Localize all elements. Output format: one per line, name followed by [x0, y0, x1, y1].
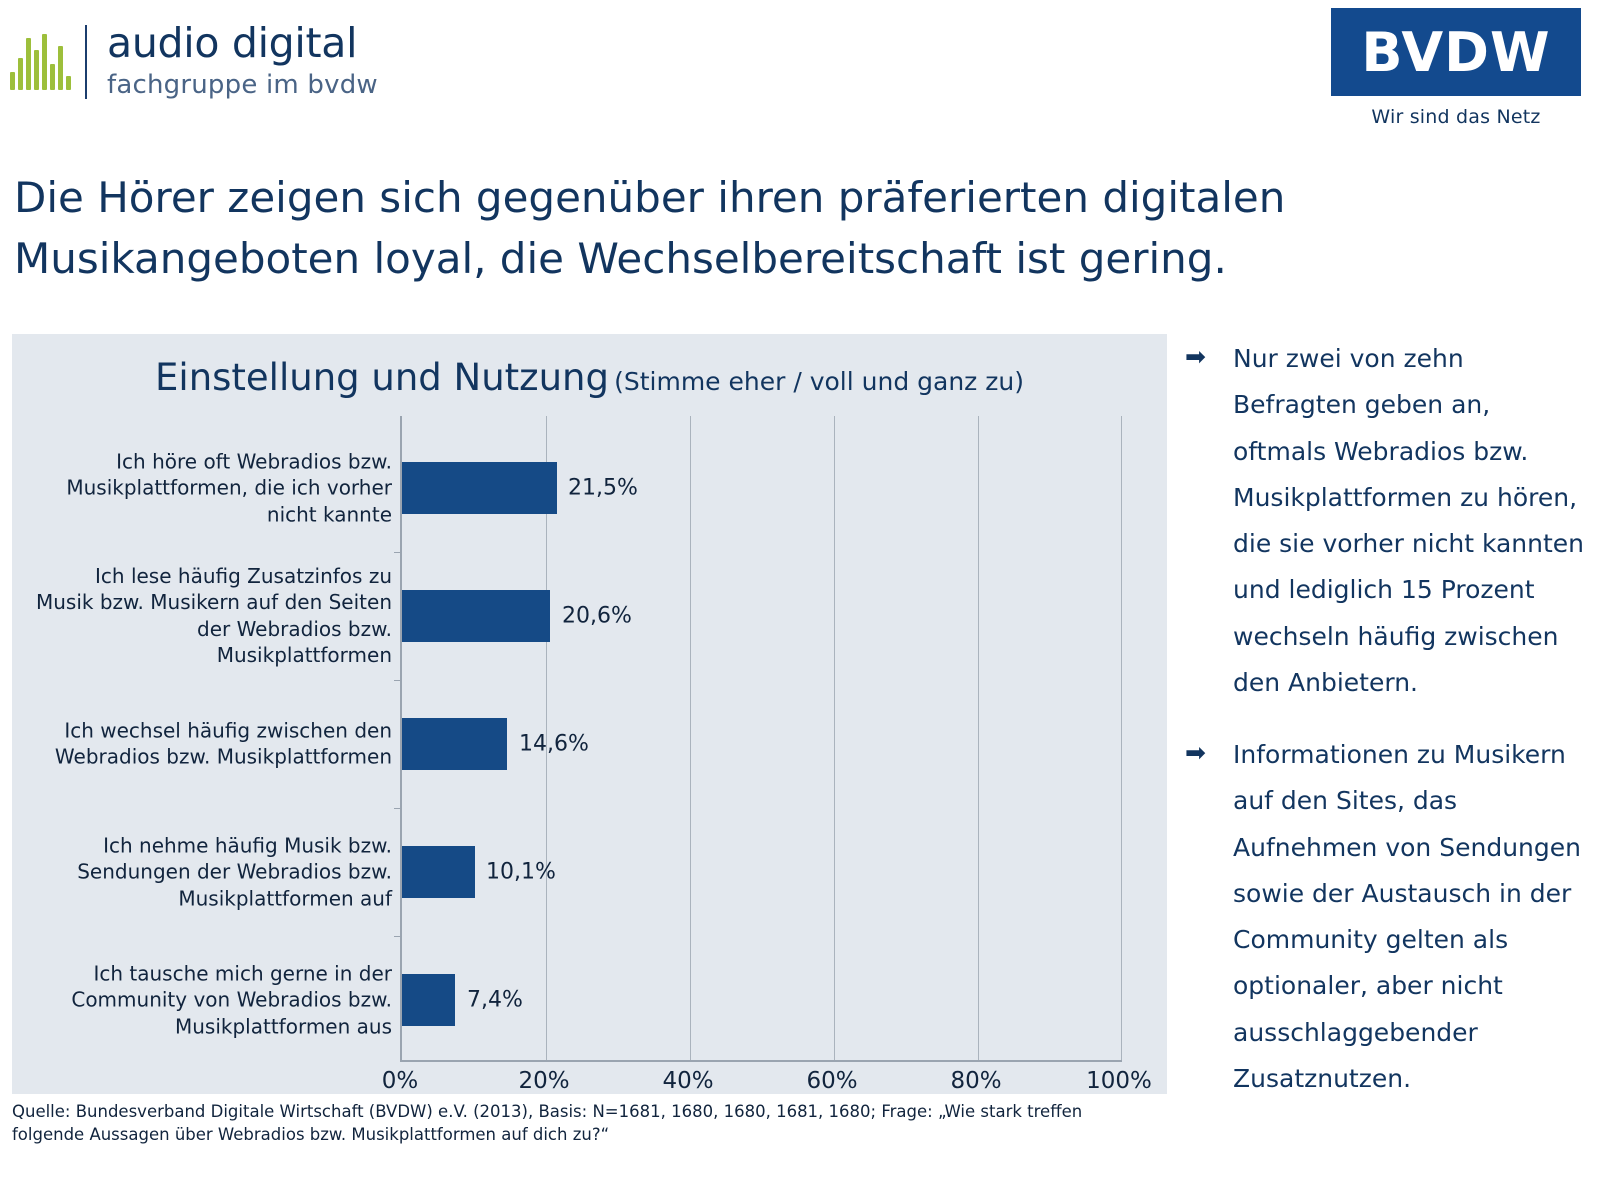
chart-bar — [402, 974, 455, 1026]
chart-title-main: Einstellung und Nutzung — [155, 356, 609, 399]
chart-gridline — [690, 416, 691, 1060]
bvdw-logo — [1331, 8, 1581, 128]
list-item-text: Nur zwei von zehn Befragten geben an, oftmals Webradios bzw. Musikplattformen zu hören, die sie vorher nicht kannten und lediglich 15 Prozent wechseln häufig zwischen den Anbietern. — [1233, 344, 1585, 697]
chart-bar — [402, 462, 557, 514]
list-item — [1185, 336, 1585, 706]
chart-category-label: Ich wechsel häufig zwischen den Webradios bzw. Musikplattformen — [54, 718, 392, 769]
chart-bar — [402, 718, 507, 770]
chart-bar-value: 21,5% — [568, 475, 638, 501]
chart-x-tick-label: 100% — [1086, 1068, 1152, 1094]
chart-bars-region — [400, 416, 1120, 1060]
chart-bar-value: 7,4% — [467, 987, 523, 1013]
chart-x-tick-label: 60% — [806, 1068, 858, 1094]
arrow-bullet-icon: ➡ — [1185, 342, 1206, 371]
chart-category-label: Ich tausche mich gerne in der Community von Webradios bzw. Musikplattformen aus — [71, 961, 392, 1039]
audio-digital-subline: fachgruppe im bvdw — [107, 70, 378, 101]
bvdw-claim: Wir sind das Netz — [1371, 106, 1541, 128]
audio-digital-logo — [10, 19, 378, 102]
chart-bar-value: 20,6% — [562, 603, 632, 629]
audio-digital-wordmark: audio digital — [107, 19, 358, 67]
chart-title-subtitle: (Stimme eher / voll und ganz zu) — [614, 367, 1024, 396]
chart-x-tick-label: 20% — [518, 1068, 570, 1094]
chart-category-label: Ich höre oft Webradios bzw. Musikplattformen, die ich vorher nicht kannte — [66, 449, 392, 527]
source-note: Quelle: Bundesverband Digitale Wirtschaft (BVDW) e.V. (2013), Basis: N=1681, 1680, 1680, 1681, 1680; Frage: „Wie stark treffen folgende Aussagen über Webradios bzw. Musikplattformen auf dich zu?“ — [12, 1102, 1083, 1145]
chart-x-tick-label: 0% — [381, 1068, 419, 1094]
chart-category-labels — [22, 416, 392, 1060]
insights-list — [1185, 336, 1585, 1128]
chart-bar-value: 14,6% — [519, 731, 589, 757]
chart-gridline — [978, 416, 979, 1060]
bvdw-wordmark: BVDW — [1361, 20, 1551, 84]
list-item — [1185, 732, 1585, 1102]
chart-x-axis — [400, 1060, 1122, 1062]
chart-bar — [402, 846, 475, 898]
page-title: Die Hörer zeigen sich gegenüber ihren präferierten digitalen Musikangeboten loyal, die Wechselbereitschaft ist gering. — [14, 173, 1286, 283]
chart-axis-tick — [394, 552, 402, 553]
bvdw-logo-box — [1331, 8, 1581, 96]
chart-gridline — [834, 416, 835, 1060]
chart-category-label: Ich nehme häufig Musik bzw. Sendungen der Webradios bzw. Musikplattformen auf — [77, 833, 392, 911]
logo-divider — [85, 25, 87, 99]
list-item-text: Informationen zu Musikern auf den Sites, das Aufnehmen von Sendungen sowie der Austausch in der Community gelten als optionaler, aber nicht ausschlaggebender Zusatznutzen. — [1233, 740, 1581, 1093]
arrow-bullet-icon: ➡ — [1185, 738, 1206, 767]
chart-axis-tick — [394, 936, 402, 937]
chart-bar-value: 10,1% — [486, 859, 556, 885]
chart-panel — [12, 334, 1167, 1094]
chart-x-tick-label: 80% — [950, 1068, 1002, 1094]
chart-plot-area — [12, 416, 1167, 1094]
chart-axis-tick — [394, 680, 402, 681]
chart-title — [12, 356, 1167, 399]
chart-category-label: Ich lese häufig Zusatzinfos zu Musik bzw. Musikern auf den Seiten der Webradios bzw. Musikplattformen — [35, 564, 392, 668]
chart-x-tick-label: 40% — [662, 1068, 714, 1094]
chart-bar — [402, 590, 550, 642]
chart-gridline — [1121, 416, 1122, 1060]
chart-axis-tick — [394, 808, 402, 809]
equalizer-icon — [10, 34, 71, 90]
